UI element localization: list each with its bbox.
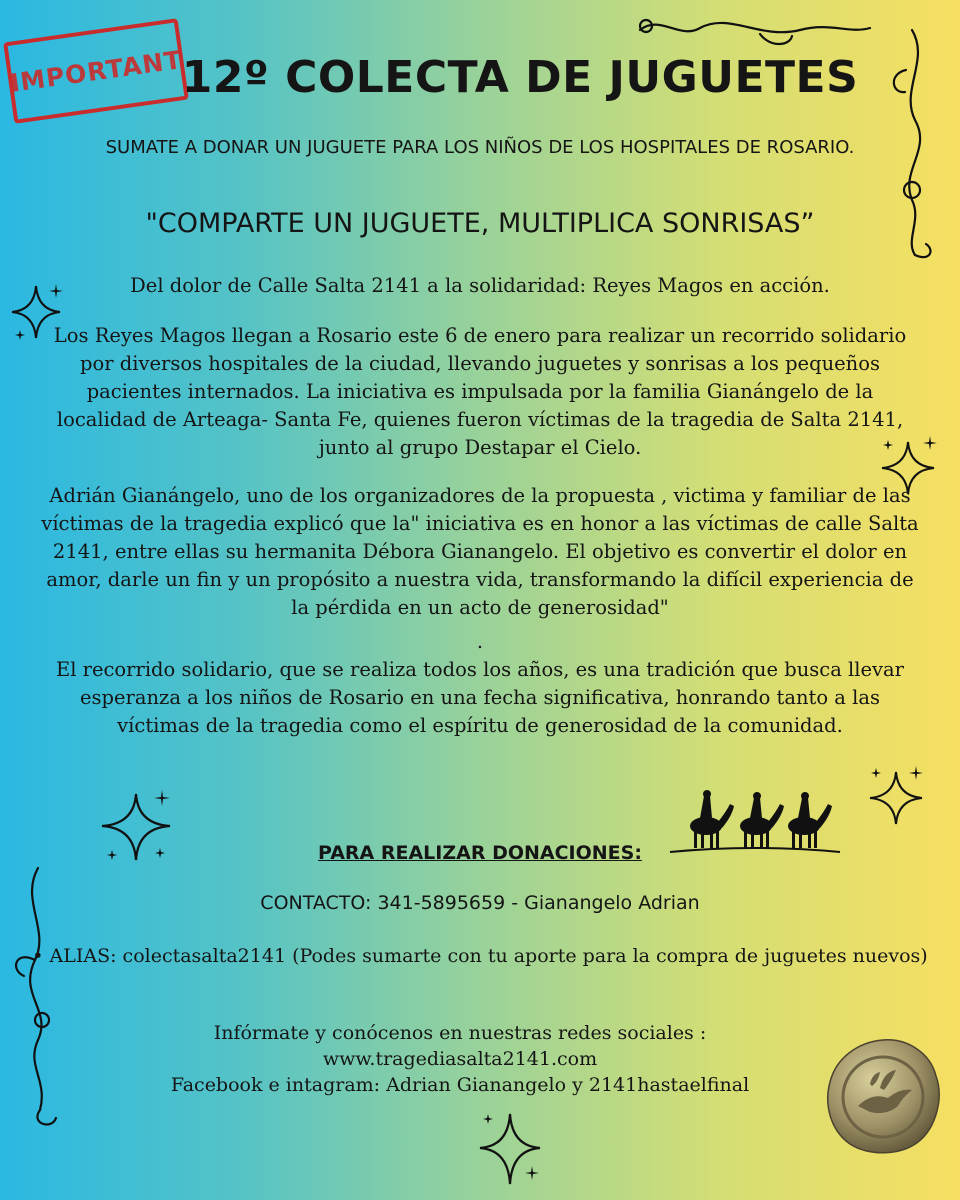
donations-heading: PARA REALIZAR DONACIONES: xyxy=(318,842,642,864)
alias-line: • ALIAS: colectasalta2141 (Podes sumarte con tu aporte para la compra de juguetes nuevos) xyxy=(32,945,928,967)
slogan: "COMPARTE UN JUGUETE, MULTIPLICA SONRISAS” xyxy=(145,208,815,239)
page-title: 12º COLECTA DE JUGUETES xyxy=(181,52,859,103)
separator-dot: . xyxy=(476,630,484,653)
sparkle-icon xyxy=(96,784,180,868)
stamp-label: IMPORTANT xyxy=(8,44,184,98)
sparkle-icon xyxy=(476,1106,546,1192)
quote-paragraph: Adrián Gianángelo, uno de los organizadores de la propuesta , victima y familiar de las víctimas de la tragedia explicó que la" iniciativa es en honor a las víctimas de calle Salta 2141, entre ellas su hermanita Débora Gianangelo. El objetivo es convertir el dolor en amor, darle un fin y un propósito a nuestra vida, transformando la difícil experiencia de la pérdida en un acto de generosidad" xyxy=(41,484,919,619)
socials-heading: Infórmate y conócenos en nuestras redes sociales : xyxy=(213,1022,707,1044)
social-accounts-line: Facebook e intagram: Adrian Gianangelo y 2141hastaelfinal xyxy=(170,1074,750,1096)
contact-line: CONTACTO: 341-5895659 - Gianangelo Adrian xyxy=(260,892,700,914)
subtitle: SUMATE A DONAR UN JUGUETE PARA LOS NIÑOS DE LOS HOSPITALES DE ROSARIO. xyxy=(105,137,855,158)
tradition-paragraph: El recorrido solidario, que se realiza todos los años, es una tradición que busca llevar esperanza a los niños de Rosario en una fecha significativa, honrando tanto a las víctimas de la tragedia como el espíritu de generosidad de la comunidad. xyxy=(55,658,904,737)
lead-paragraph: Del dolor de Calle Salta 2141 a la solidaridad: Reyes Magos en acción. xyxy=(130,274,830,297)
website-link[interactable]: www.tragediasalta2141.com xyxy=(322,1048,598,1070)
intro-paragraph: Los Reyes Magos llegan a Rosario este 6 de enero para realizar un recorrido solidario por diversos hospitales de la ciudad, llevando juguetes y sonrisas a los pequeños pacientes internados. La iniciativa es impulsada por la familia Gianángelo de la localidad de Arteaga- Santa Fe, quienes fueron víctimas de la tragedia de Salta 2141, junto al grupo Destapar el Cielo. xyxy=(53,324,907,459)
sparkle-icon xyxy=(866,762,930,832)
